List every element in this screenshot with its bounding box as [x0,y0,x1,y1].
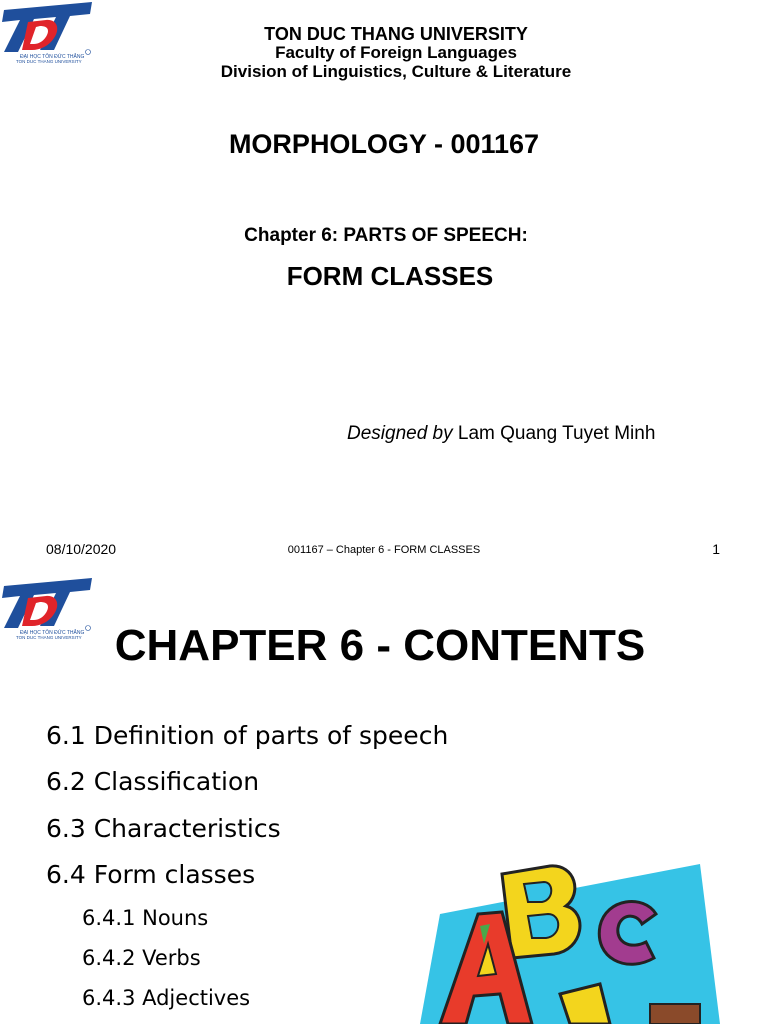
contents-slide [0,568,768,1024]
designer-name: Lam Quang Tuyet Minh [452,423,656,444]
faculty-name: Faculty of Foreign Languages [275,43,517,62]
footer-center-text: 001167 – Chapter 6 - FORM CLASSES [287,544,481,556]
designed-by-label: Designed by [347,423,453,444]
footer-page-number: 1 [712,541,720,557]
contents-item: 6.4 Form classes [46,860,256,889]
contents-subitem: 6.4.1 Nouns [82,906,209,930]
contents-item: 6.1 Definition of parts of speech [46,721,449,750]
contents-item: 6.2 Classification [46,767,260,796]
course-title: MORPHOLOGY - 001167 [228,129,540,159]
contents-subitem: 6.4.2 Verbs [82,946,201,970]
chapter-heading: Chapter 6: PARTS OF SPEECH: [244,225,528,246]
footer-date: 08/10/2020 [46,541,117,557]
contents-title: CHAPTER 6 - CONTENTS [114,621,646,670]
division-name: Division of Linguistics, Culture & Literature [220,62,572,81]
logo-tagline-1: ĐẠI HỌC TÔN ĐỨC THẮNG [20,630,85,636]
abc-letters-icon [420,854,720,1024]
university-name: TON DUC THANG UNIVERSITY [264,24,528,44]
contents-subitem: 6.4.3 Adjectives [82,986,251,1010]
designer-credit [347,422,655,446]
logo-tagline-1: ĐẠI HỌC TÔN ĐỨC THẮNG [20,54,85,60]
logo-tagline-2: TON DUC THANG UNIVERSITY [16,635,82,640]
contents-item: 6.3 Characteristics [46,814,281,843]
chapter-subtitle: FORM CLASSES [286,261,494,291]
logo-tagline-2: TON DUC THANG UNIVERSITY [16,59,82,64]
